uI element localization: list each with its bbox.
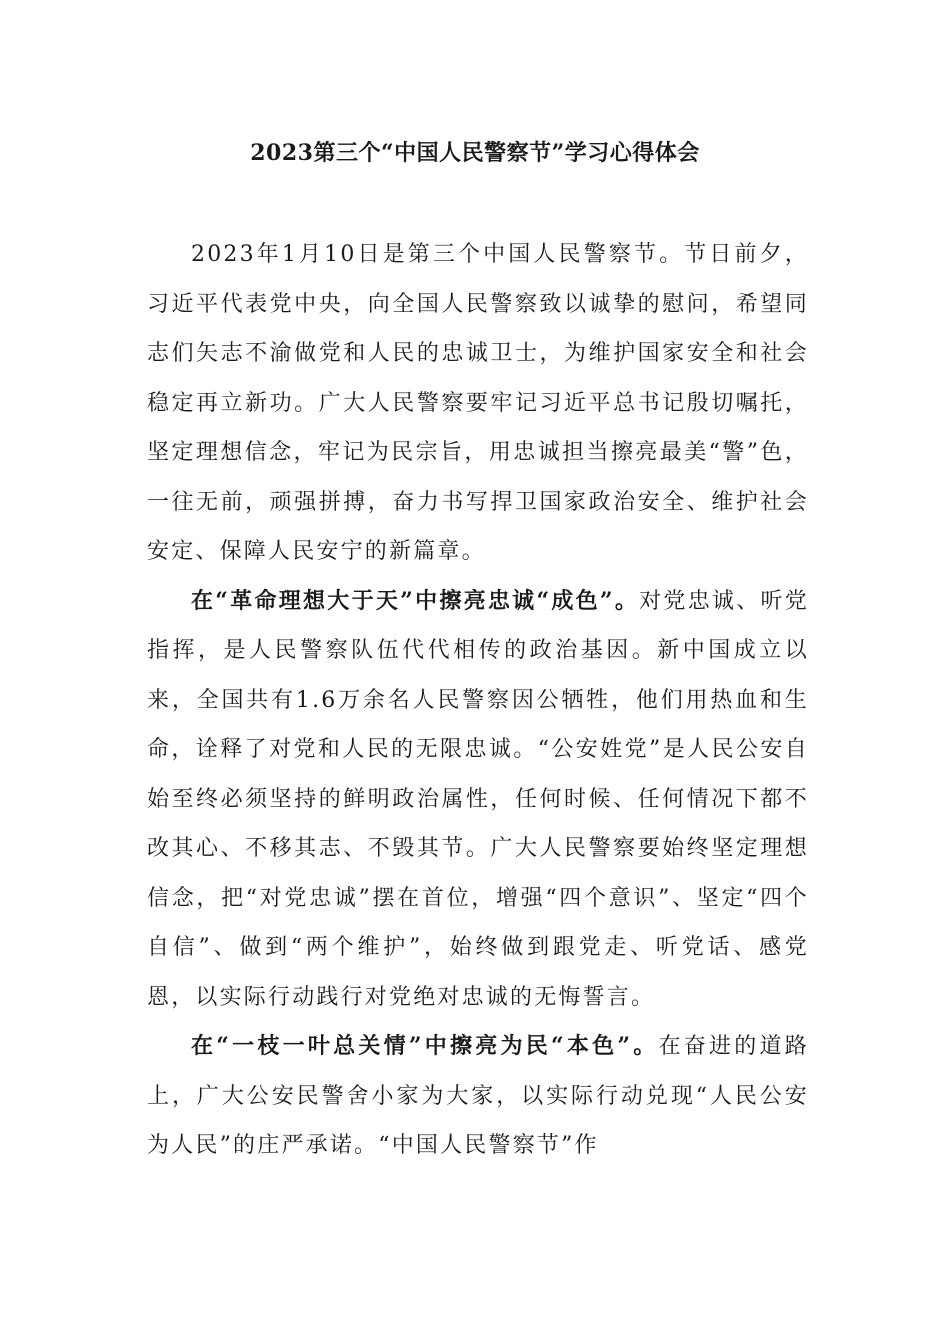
document-body — [147, 230, 809, 1171]
paragraph-intro — [147, 230, 809, 577]
paragraph-text: 在奋进的道路上，广大公安民警舍小家为大家，以实际行动兑现“人民公安为人民”的庄严承诺。“中国人民警察节”作 — [147, 1034, 809, 1158]
document-title: 2023第三个“中国人民警察节”学习心得体会 — [250, 140, 700, 166]
paragraph-lead: 在“一枝一叶总关情”中擦亮为民“本色”。 — [191, 1033, 659, 1059]
paragraph-lead: 在“革命理想大于天”中擦亮忠诚“成色”。 — [191, 587, 640, 614]
paragraph-text: 对党忠诚、听党指挥，是人民警察队伍代代相传的政治基因。新中国成立以来，全国共有1.6万余名人民警察因公牺牲，他们用热血和生命，诠释了对党和人民的无限忠诚。“公安姓党”是人民公安自始至终必须坚持的鲜明政治属性，任何时候、任何情况下都不改其心、不移其志、不毁其节。广大人民警察要始终坚定理想信念，把“对党忠诚”摆在首位，增强“四个意识”、坚定“四个自信”、做到“两个维护”，始终做到跟党走、听党话、感党恩，以实际行动践行对党绝对忠诚的无悔誓言。 — [147, 588, 809, 1010]
paragraph-loyalty — [147, 577, 809, 1023]
paragraph-people — [147, 1022, 809, 1171]
paragraph-text: 2023年1月10日是第三个中国人民警察节。节日前夕，习近平代表党中央，向全国人民警察致以诚挚的慰问，希望同志们矢志不渝做党和人民的忠诚卫士，为维护国家安全和社会稳定再立新功。广大人民警察要牢记习近平总书记殷切嘱托，坚定理想信念，牢记为民宗旨，用忠诚担当擦亮最美“警”色，一往无前，顽强拼搏，奋力书写捍卫国家政治安全、维护社会安定、保障人民安宁的新篇章。 — [147, 242, 809, 564]
